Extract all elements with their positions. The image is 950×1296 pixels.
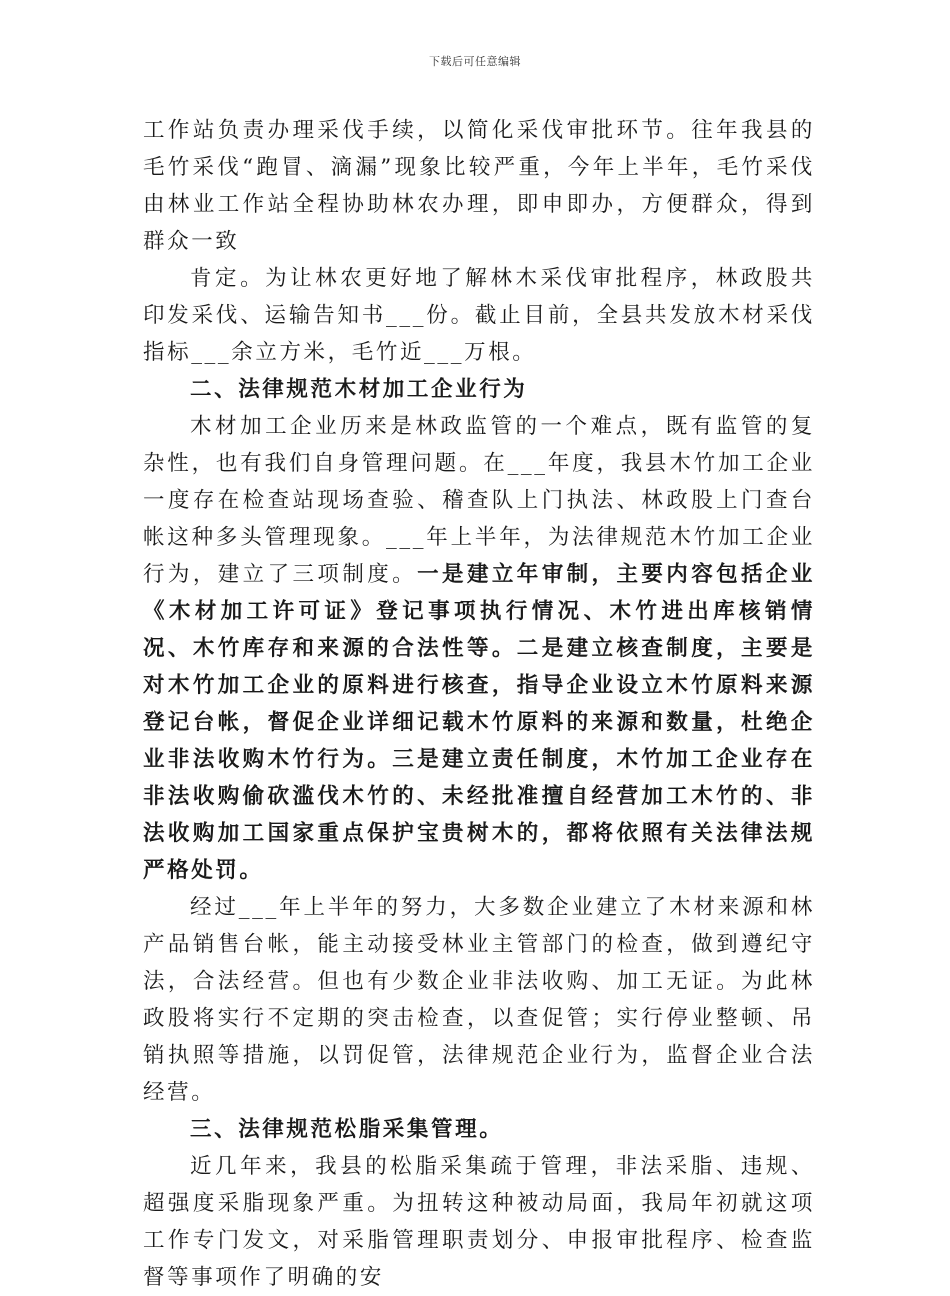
paragraph-5: 近几年来，我县的松脂采集疏于管理，非法采脂、违规、超强度采脂现象严重。为扭转这种被动局面，我局年初就这项工作专门发文，对采脂管理职责划分、申报审批程序、检查监督等事项作了明确的安: [143, 1154, 815, 1290]
page-header: 下载后可任意编辑: [429, 55, 521, 68]
paragraph-1: 工作站负责办理采伐手续，以简化采伐审批环节。往年我县的毛竹采伐“跑冒、滴漏”现象比较严重，今年上半年，毛竹采伐由林业工作站全程协助林农办理，即申即办，方便群众，得到群众一致: [143, 118, 815, 254]
paragraph-3: [143, 408, 815, 889]
section-heading-2: 二、法律规范木材加工企业行为: [190, 377, 528, 402]
paragraph-3-bold: 一是建立年审制，主要内容包括企业《木材加工许可证》登记事项执行情况、木竹进出库核销情况、木竹库存和来源的合法性等。二是建立核查制度，主要是对木竹加工企业的原料进行核查，指导企业设立木竹原料来源登记台帐，督促企业详细记载木竹原料的来源和数量，杜绝企业非法收购木竹行为。三是建立责任制度，木竹加工企业存在非法收购偷砍滥伐木竹的、未经批准擅自经营加工木竹的、非法收购加工国家重点保护宝贵树木的，都将依照有关法律法规严格处罚。: [143, 562, 815, 883]
document-body: [143, 112, 815, 1296]
paragraph-3-text: 木材加工企业历来是林政监管的一个难点，既有监管的复杂性，也有我们自身管理问题。在___年度，我县木竹加工企业一度存在检查站现场查验、稽查队上门执法、林政股上门查台帐这种多头管理现象。___年上半年，为法律规范木竹加工企业行为，建立了三项制度。: [143, 414, 815, 587]
paragraph-2: 肯定。为让林农更好地了解林木采伐审批程序，林政股共印发采伐、运输告知书___份。截止目前，全县共发放木材采伐指标___余立方米，毛竹近___万根。: [143, 266, 815, 365]
section-heading-3: 三、法律规范松脂采集管理。: [190, 1117, 504, 1142]
paragraph-4: 经过___年上半年的努力，大多数企业建立了木材来源和林产品销售台帐，能主动接受林业主管部门的检查，做到遵纪守法，合法经营。但也有少数企业非法收购、加工无证。为此林政股将实行不定期的突击检查，以查促管；实行停业整顿、吊销执照等措施，以罚促管，法律规范企业行为，监督企业合法经营。: [143, 895, 815, 1105]
